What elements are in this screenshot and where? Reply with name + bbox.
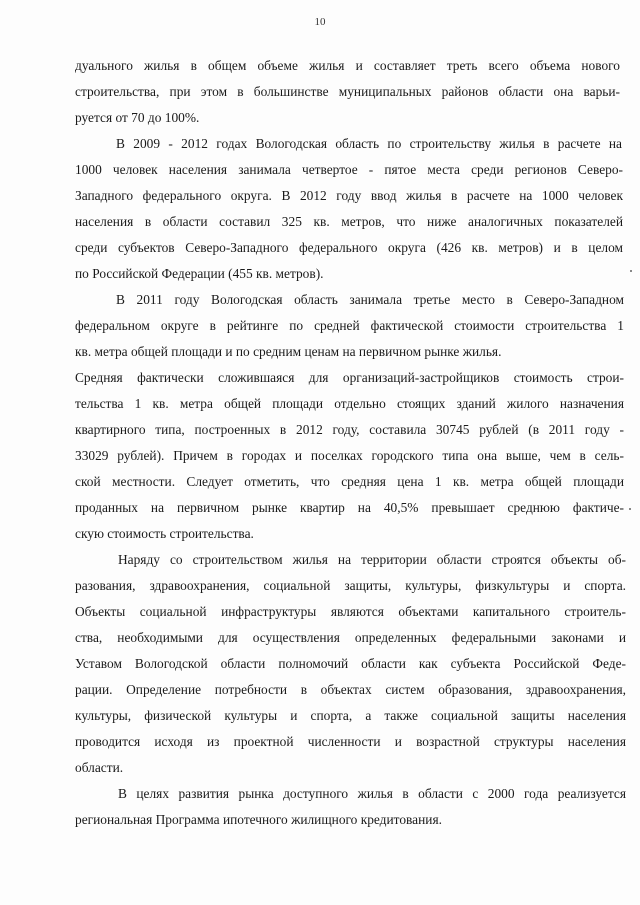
text-line: В целях развития рынка доступного жилья в области с 2000 года реализуется (118, 786, 626, 801)
text-line: разования, здравоохранения, социальной защиты, культуры, физкультуры и спорта. (75, 578, 626, 593)
text-line: В 2009 - 2012 годах Вологодская область по строительству жилья в расчете на (116, 136, 622, 151)
text-line: региональная Программа ипотечного жилищного кредитования. (75, 812, 442, 827)
text-line: 1000 человек населения занимала четвертое - пятое места среди регионов Северо- (75, 162, 623, 177)
text-line: федеральном округе в рейтинге по средней фактической стоимости строительства 1 (75, 318, 624, 333)
text-line: Западного федерального округа. В 2012 году ввод жилья в расчете на 1000 человек (75, 188, 623, 203)
text-line: ской местности. Следует отметить, что средняя цена 1 кв. метра общей площади (75, 474, 624, 489)
page-number: 10 (314, 16, 326, 28)
scan-artifact (630, 270, 632, 272)
text-line: по Российской Федерации (455 кв. метров). (75, 266, 324, 281)
text-line: кв. метра общей площади и по средним ценам на первичном рынке жилья. (75, 344, 502, 359)
text-line: руется от 70 до 100%. (75, 110, 200, 125)
text-line: дуального жилья в общем объеме жилья и составляет треть всего объема нового (75, 58, 620, 73)
text-line: проданных на первичном рынке квартир на 40,5% превышает среднюю фактиче- (75, 500, 624, 515)
text-line: Наряду со строительством жилья на территории области строятся объекты об- (118, 552, 626, 567)
text-line: ства, необходимыми для осуществления определенных федеральными законами и (75, 630, 626, 645)
text-line: Объекты социальной инфраструктуры являются объектами капитального строитель- (75, 604, 626, 619)
text-line: проводится исходя из проектной численности и возрастной структуры населения (75, 734, 626, 749)
text-line: культуры, физической культуры и спорта, а также социальной защиты населения (75, 708, 626, 723)
text-line: строительства, при этом в большинстве муниципальных районов области она варьи- (75, 84, 620, 99)
text-line: тельства 1 кв. метра общей площади отдельно стоящих зданий жилого назначения (75, 396, 624, 411)
text-line: 33029 рублей). Причем в городах и поселках городского типа она выше, чем в сель- (75, 448, 624, 463)
text-line: среди субъектов Северо-Западного федерального округа (426 кв. метров) и в целом (75, 240, 623, 255)
text-line: Уставом Вологодской области полномочий области как субъекта Российской Феде- (75, 656, 626, 671)
text-line: населения в области составил 325 кв. метров, что ниже аналогичных показателей (75, 214, 623, 229)
text-line: Средняя фактически сложившаяся для организаций-застройщиков стоимость строи- (75, 370, 624, 385)
text-line: области. (75, 760, 124, 775)
text-line: скую стоимость строительства. (75, 526, 254, 541)
text-line: рации. Определение потребности в объектах систем образования, здравоохранения, (75, 682, 626, 697)
scan-artifact (629, 508, 631, 510)
text-line: квартирного типа, построенных в 2012 году, составила 30745 рублей (в 2011 году - (75, 422, 624, 437)
text-line: В 2011 году Вологодская область занимала третье место в Северо-Западном (116, 292, 624, 307)
